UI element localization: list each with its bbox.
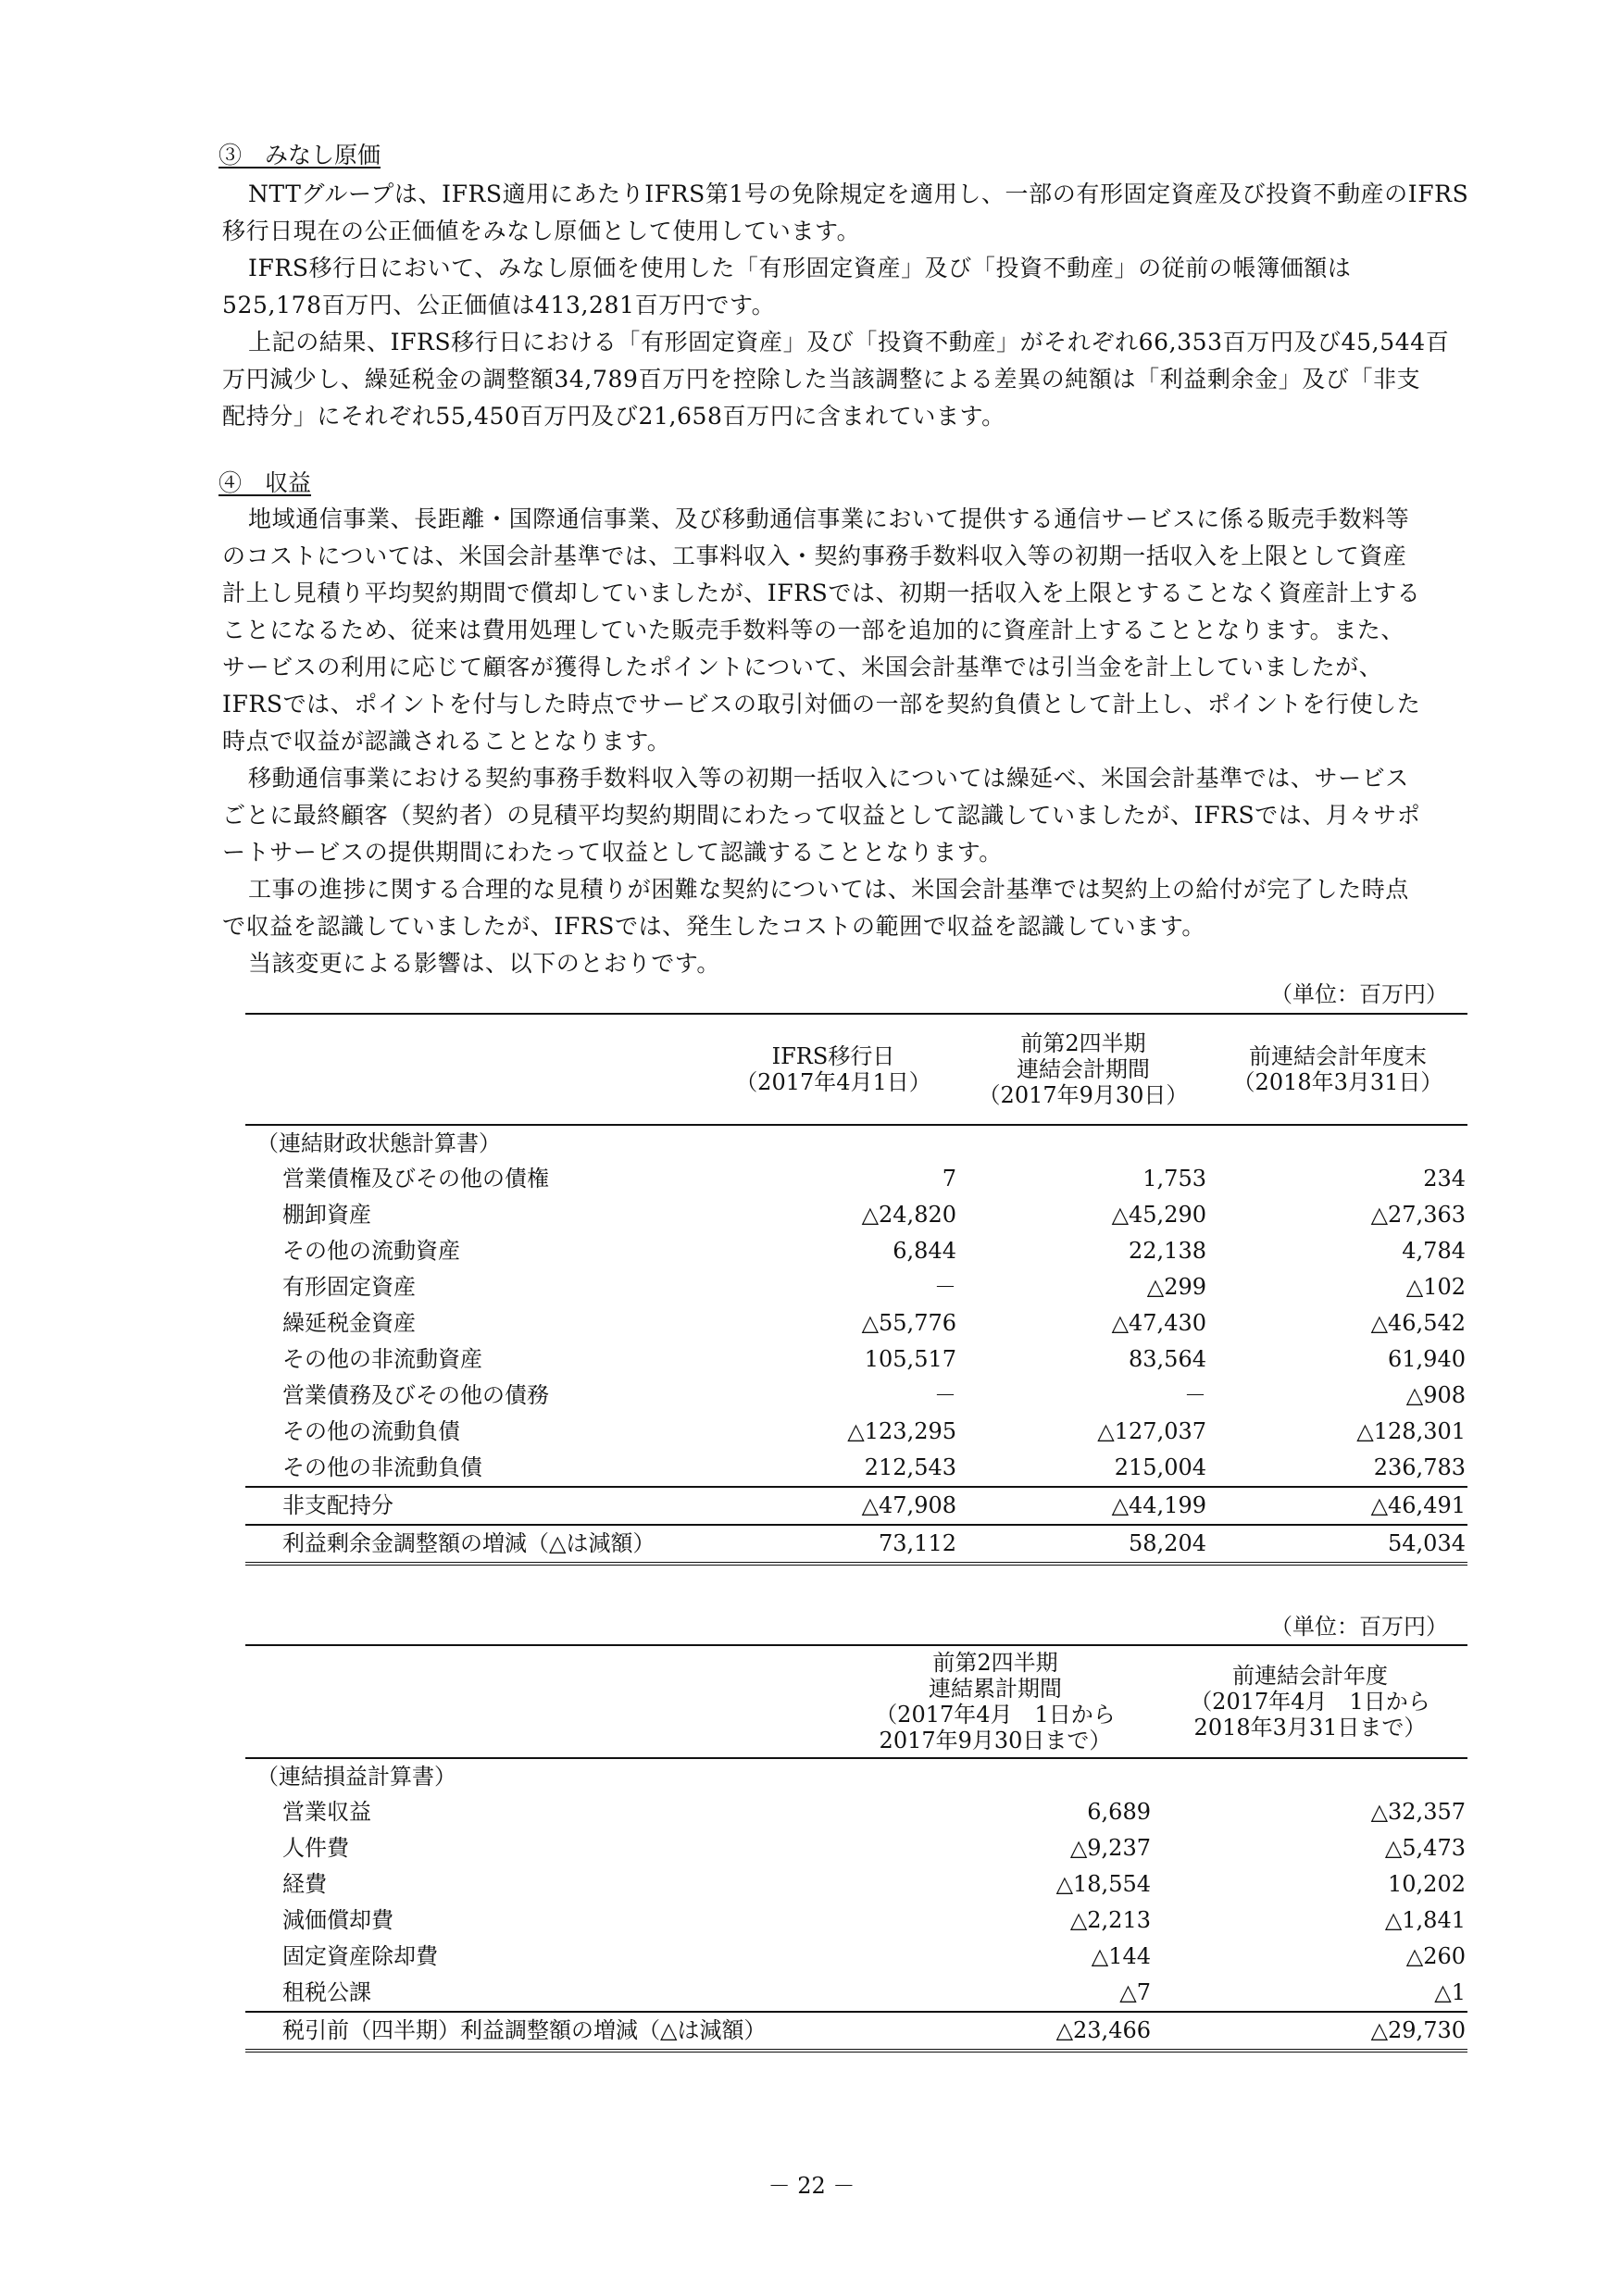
text-line: 工事の進捗に関する合理的な見積りが困難な契約については、米国会計基準では契約上の給付が完了した時点 xyxy=(248,876,1409,903)
column-header-text: （2017年4月 1日から xyxy=(875,1702,1116,1728)
text-line: 万円減少し、繰延税金の調整額34,789百万円を控除した当該調整による差異の純額は「利益剰余金」及び「非支 xyxy=(222,366,1421,393)
row-label: 繰延税金資産 xyxy=(282,1310,416,1336)
row-label: 棚卸資産 xyxy=(282,1202,371,1228)
row-label: 営業債務及びその他の債務 xyxy=(282,1382,549,1408)
text-line: 時点で収益が認識されることとなります。 xyxy=(222,728,671,755)
column-header-text: 前連結会計年度 xyxy=(1232,1663,1388,1689)
cell-value: △144 xyxy=(1091,1943,1151,1969)
row-label: 利益剰余金調整額の増減（△は減額） xyxy=(245,1525,708,1564)
column-header-text: 前連結会計年度末 xyxy=(1249,1043,1427,1069)
column-header-text: 2017年9月30日まで） xyxy=(879,1728,1112,1753)
row-label: 人件費 xyxy=(282,1835,349,1861)
cell-value: △5,473 xyxy=(1384,1835,1466,1861)
cell-value: 10,202 xyxy=(1388,1871,1466,1897)
table-row xyxy=(245,1794,1467,1830)
column-header xyxy=(1208,1014,1467,1125)
cell-value: △23,466 xyxy=(838,2012,1153,2051)
column-header-text: 前第2四半期 xyxy=(1020,1030,1146,1056)
cell-value: 6,844 xyxy=(893,1238,956,1264)
text-line: 当該変更による影響は、以下のとおりです。 xyxy=(248,950,721,977)
column-header-text: （2017年4月1日） xyxy=(735,1069,931,1095)
table-row xyxy=(245,1305,1467,1341)
table-row xyxy=(245,1269,1467,1305)
cell-value: △1,841 xyxy=(1384,1907,1466,1933)
column-header-text: 前第2四半期 xyxy=(932,1650,1058,1676)
row-label: 固定資産除却費 xyxy=(282,1943,438,1969)
text-line: ートサービスの提供期間にわたって収益として認識することとなります。 xyxy=(222,839,1003,866)
column-header-text: 2018年3月31日まで） xyxy=(1193,1715,1427,1741)
cell-value: △102 xyxy=(1405,1274,1466,1300)
column-header xyxy=(1153,1645,1467,1758)
cell-value: 234 xyxy=(1423,1166,1466,1192)
column-header-text: 連結累計期間 xyxy=(929,1676,1062,1702)
cell-value: △55,776 xyxy=(861,1310,956,1336)
cell-value: △299 xyxy=(1146,1274,1206,1300)
table-row xyxy=(245,1487,1467,1525)
income-statement-adjustment-table xyxy=(245,1644,1467,2053)
table-row xyxy=(245,1341,1467,1378)
page-number: － 22 － xyxy=(768,2173,855,2199)
text-line: NTTグループは、IFRS適用にあたりIFRS第1号の免除規定を適用し、一部の有形固定資産及び投資不動産のIFRS xyxy=(248,181,1469,207)
cell-value: △46,542 xyxy=(1370,1310,1466,1336)
cell-value: △1 xyxy=(1434,1979,1466,2005)
row-label: 税引前（四半期）利益調整額の増減（△は減額） xyxy=(245,2012,838,2051)
cell-value: △45,290 xyxy=(1111,1202,1206,1228)
cell-value: △127,037 xyxy=(1097,1418,1206,1444)
cell-value: 54,034 xyxy=(1208,1525,1467,1564)
text-line: サービスの利用に応じて顧客が獲得したポイントについて、米国会計基準では引当金を計上していましたが、 xyxy=(222,654,1383,680)
cell-value: 215,004 xyxy=(1114,1454,1206,1480)
cell-value: 61,940 xyxy=(1388,1346,1466,1372)
text-line: 計上し見積り平均契約期間で償却していましたが、IFRSでは、初期一括収入を上限とすることなく資産計上する xyxy=(222,580,1421,606)
balance-sheet-adjustment-table xyxy=(245,1013,1467,1566)
table2-unit-label: （単位：百万円） xyxy=(1270,1614,1448,1640)
cell-value: 212,543 xyxy=(864,1454,956,1480)
cell-value: 1,753 xyxy=(1142,1166,1206,1192)
table-row xyxy=(245,1975,1467,2012)
section-label: （連結損益計算書） xyxy=(256,1764,456,1790)
cell-value: 58,204 xyxy=(958,1525,1208,1564)
table1-unit-label: （単位：百万円） xyxy=(1270,981,1448,1007)
section-label: （連結財政状態計算書） xyxy=(256,1130,501,1156)
row-label: 営業債権及びその他の債権 xyxy=(282,1166,549,1192)
section4-body xyxy=(222,501,1470,982)
cell-value: △29,730 xyxy=(1153,2012,1467,2051)
table-row xyxy=(245,1450,1467,1487)
text-line: 移動通信事業における契約事務手数料収入等の初期一括収入については繰延べ、米国会計基準では、サービス xyxy=(248,765,1409,792)
header-blank-cell xyxy=(245,1014,708,1125)
cell-value: 236,783 xyxy=(1373,1454,1466,1480)
cell-value: 83,564 xyxy=(1129,1346,1206,1372)
table-row xyxy=(245,1233,1467,1269)
table-row xyxy=(245,1197,1467,1233)
text-line: 525,178百万円、公正価値は413,281百万円です。 xyxy=(222,292,776,318)
column-header xyxy=(838,1645,1153,1758)
cell-value: △260 xyxy=(1405,1943,1466,1969)
table-section-row xyxy=(245,1758,1467,1794)
section4-heading: ④ 収益 xyxy=(218,469,312,496)
column-header-text: （2017年9月30日） xyxy=(978,1082,1189,1108)
table-row xyxy=(245,1378,1467,1414)
cell-value: △47,908 xyxy=(708,1487,958,1525)
cell-value: △9,237 xyxy=(1069,1835,1151,1861)
header-blank-cell xyxy=(245,1645,838,1758)
table-header-row xyxy=(245,1014,1467,1125)
column-header-text: 連結会計期間 xyxy=(1017,1056,1150,1082)
row-label: 有形固定資産 xyxy=(282,1274,416,1300)
column-header-text: （2017年4月 1日から xyxy=(1190,1689,1430,1715)
column-header xyxy=(958,1014,1208,1125)
row-label: 租税公課 xyxy=(282,1979,371,2005)
cell-value: 6,689 xyxy=(1087,1799,1151,1825)
row-label: その他の非流動負債 xyxy=(282,1454,482,1480)
column-header xyxy=(708,1014,958,1125)
row-label: 非支配持分 xyxy=(245,1487,708,1525)
table-row xyxy=(245,1830,1467,1866)
cell-value: 4,784 xyxy=(1402,1238,1466,1264)
cell-value: △908 xyxy=(1405,1382,1466,1408)
table-row xyxy=(245,1939,1467,1975)
cell-value: △27,363 xyxy=(1370,1202,1466,1228)
table-row xyxy=(245,1161,1467,1197)
table-header-row xyxy=(245,1645,1467,1758)
cell-value: 105,517 xyxy=(864,1346,956,1372)
table-row xyxy=(245,1414,1467,1450)
row-label: その他の流動資産 xyxy=(282,1238,460,1264)
table-row xyxy=(245,1903,1467,1939)
cell-value: △123,295 xyxy=(847,1418,956,1444)
cell-value: △2,213 xyxy=(1069,1907,1151,1933)
row-label: 営業収益 xyxy=(282,1799,371,1825)
table-row xyxy=(245,1866,1467,1903)
text-line: ことになるため、従来は費用処理していた販売手数料等の一部を追加的に資産計上することとなります。また、 xyxy=(222,617,1405,643)
text-line: 地域通信事業、長距離・国際通信事業、及び移動通信事業において提供する通信サービスに係る販売手数料等 xyxy=(248,505,1410,532)
cell-value: △44,199 xyxy=(958,1487,1208,1525)
cell-value: － xyxy=(934,1382,956,1408)
table-total-row xyxy=(245,2012,1467,2051)
table-section-row xyxy=(245,1125,1467,1161)
text-line: 移行日現在の公正価値をみなし原価として使用しています。 xyxy=(222,218,861,244)
table-total-row xyxy=(245,1525,1467,1564)
cell-value: △46,491 xyxy=(1208,1487,1467,1525)
cell-value: △7 xyxy=(1119,1979,1151,2005)
section3-heading: ③ みなし原価 xyxy=(218,142,381,168)
column-header-text: （2018年3月31日） xyxy=(1232,1069,1443,1095)
text-line: 配持分」にそれぞれ55,450百万円及び21,658百万円に含まれています。 xyxy=(222,403,1005,430)
section3-body xyxy=(222,176,1470,435)
row-label: 減価償却費 xyxy=(282,1907,393,1933)
cell-value: △128,301 xyxy=(1356,1418,1466,1444)
text-line: のコストについては、米国会計基準では、工事料収入・契約事務手数料収入等の初期一括収入を上限として資産 xyxy=(222,543,1407,569)
row-label: その他の非流動資産 xyxy=(282,1346,482,1372)
cell-value: － xyxy=(1184,1382,1206,1408)
column-header-text: IFRS移行日 xyxy=(771,1043,895,1069)
cell-value: 7 xyxy=(942,1166,956,1192)
text-line: 上記の結果、IFRS移行日における「有形固定資産」及び「投資不動産」がそれぞれ66,353百万円及び45,544百 xyxy=(248,329,1450,356)
text-line: ごとに最終顧客（契約者）の見積平均契約期間にわたって収益として認識していましたが、IFRSでは、月々サポ xyxy=(222,802,1421,829)
row-label: 経費 xyxy=(282,1871,327,1897)
cell-value: 22,138 xyxy=(1129,1238,1206,1264)
cell-value: △47,430 xyxy=(1111,1310,1206,1336)
cell-value: △18,554 xyxy=(1055,1871,1151,1897)
text-line: で収益を認識していましたが、IFRSでは、発生したコストの範囲で収益を認識しています。 xyxy=(222,913,1205,940)
cell-value: 73,112 xyxy=(708,1525,958,1564)
cell-value: △24,820 xyxy=(861,1202,956,1228)
cell-value: － xyxy=(934,1274,956,1300)
text-line: IFRS移行日において、みなし原価を使用した「有形固定資産」及び「投資不動産」の従前の帳簿価額は xyxy=(248,255,1352,281)
text-line: IFRSでは、ポイントを付与した時点でサービスの取引対価の一部を契約負債として計上し、ポイントを行使した xyxy=(222,691,1421,718)
row-label: その他の流動負債 xyxy=(282,1418,460,1444)
cell-value: △32,357 xyxy=(1370,1799,1466,1825)
